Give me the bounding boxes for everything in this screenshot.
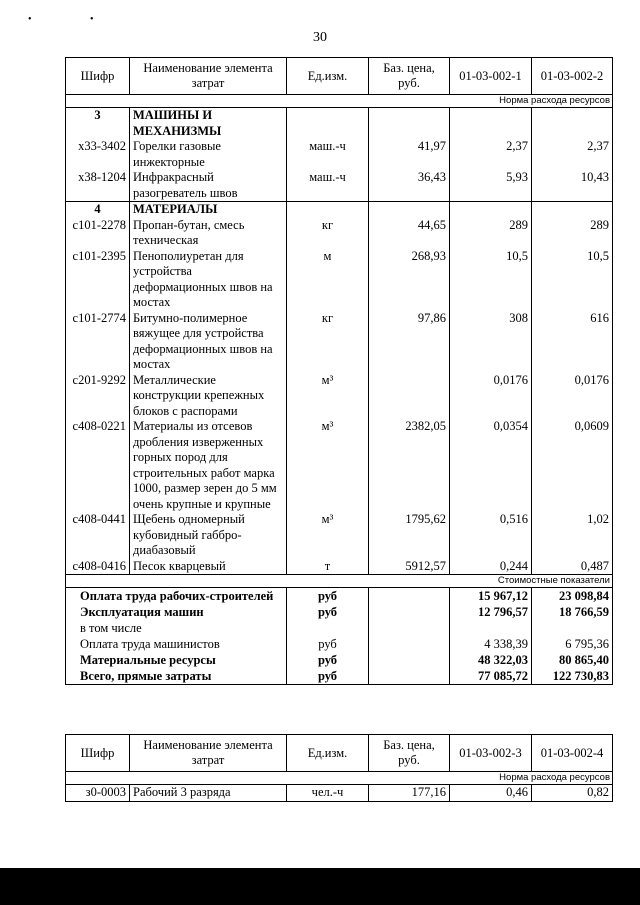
empty-cell (450, 108, 532, 140)
resource-value-a: 0,0354 (450, 419, 532, 512)
header-unit: Ед.изм. (287, 58, 369, 95)
cost-value-a: 12 796,57 (450, 604, 532, 620)
resource-value-b: 1,02 (532, 512, 613, 559)
cost-value-b (532, 620, 613, 636)
empty-cell (287, 108, 369, 140)
resource-code: з0-0003 (66, 785, 130, 802)
norm-label: Норма расхода ресурсов (66, 772, 613, 785)
cost-row (66, 604, 613, 620)
resource-unit: м (287, 249, 369, 311)
resource-name: Песок кварцевый (130, 559, 287, 575)
resource-name: Инфракрасный разогреватель швов (130, 170, 287, 202)
cost-label: Стоимостные показатели (66, 575, 613, 588)
resource-row (66, 419, 613, 512)
header-unit: Ед.изм. (287, 735, 369, 772)
header-col-b: 01-03-002-4 (532, 735, 613, 772)
cost-name: Всего, прямые затраты (66, 668, 287, 685)
section-number: 4 (66, 202, 130, 218)
cost-value-a: 4 338,39 (450, 636, 532, 652)
empty-cell (369, 108, 450, 140)
cost-row (66, 588, 613, 605)
resource-row (66, 311, 613, 373)
cost-value-a: 48 322,03 (450, 652, 532, 668)
resource-price: 1795,62 (369, 512, 450, 559)
resource-price (369, 373, 450, 420)
empty-cell (532, 202, 613, 218)
cost-value-b: 23 098,84 (532, 588, 613, 605)
resource-name: Материалы из отсевов дробления изверженных горных пород для строительных работ марка 1000, размер зерен до 5 мм очень крупные и крупные (130, 419, 287, 512)
cost-name: Оплата труда рабочих-строителей (66, 588, 287, 605)
section-title: МАТЕРИАЛЫ (130, 202, 287, 218)
resource-row (66, 373, 613, 420)
cost-name: Материальные ресурсы (66, 652, 287, 668)
cost-value-b: 122 730,83 (532, 668, 613, 685)
resource-value-b: 2,37 (532, 139, 613, 170)
resource-row (66, 512, 613, 559)
cost-norm-row (66, 575, 613, 588)
empty-cell (369, 202, 450, 218)
resource-table-1 (65, 57, 613, 685)
resource-price: 2382,05 (369, 419, 450, 512)
resource-price: 177,16 (369, 785, 450, 802)
cost-unit (287, 620, 369, 636)
resource-value-a: 289 (450, 218, 532, 249)
resource-value-a: 0,244 (450, 559, 532, 575)
resource-unit: кг (287, 218, 369, 249)
resource-unit: маш.-ч (287, 139, 369, 170)
cost-row (66, 652, 613, 668)
section-row (66, 108, 613, 140)
cost-value-b: 80 865,40 (532, 652, 613, 668)
resource-name: Щебень одномерный кубовидный габбро-диабазовый (130, 512, 287, 559)
empty-cell (369, 620, 450, 636)
resource-value-a: 2,37 (450, 139, 532, 170)
resource-price: 97,86 (369, 311, 450, 373)
table-header (66, 58, 613, 95)
section-row (66, 202, 613, 218)
header-col-b: 01-03-002-2 (532, 58, 613, 95)
resource-value-a: 0,0176 (450, 373, 532, 420)
resource-value-b: 0,487 (532, 559, 613, 575)
resource-unit: м³ (287, 419, 369, 512)
resource-value-a: 10,5 (450, 249, 532, 311)
resource-code: с201-9292 (66, 373, 130, 420)
page-number: 30 (313, 30, 327, 45)
resource-price: 44,65 (369, 218, 450, 249)
header-price: Баз. цена, руб. (369, 58, 450, 95)
resource-value-a: 0,516 (450, 512, 532, 559)
resource-row (66, 218, 613, 249)
resource-name: Пенополиуретан для устройства деформационных швов на мостах (130, 249, 287, 311)
resource-table-2 (65, 734, 613, 802)
resource-row (66, 170, 613, 202)
resource-value-b: 10,5 (532, 249, 613, 311)
resource-unit: т (287, 559, 369, 575)
resource-value-b: 10,43 (532, 170, 613, 202)
header-name: Наименование элемента затрат (130, 58, 287, 95)
header-code: Шифр (66, 735, 130, 772)
resource-price: 36,43 (369, 170, 450, 202)
resource-row (66, 559, 613, 575)
cost-value-b: 6 795,36 (532, 636, 613, 652)
section-number: 3 (66, 108, 130, 140)
resource-value-b: 0,0609 (532, 419, 613, 512)
resource-code: х33-3402 (66, 139, 130, 170)
resource-row (66, 249, 613, 311)
empty-cell (369, 668, 450, 685)
resource-code: с101-2774 (66, 311, 130, 373)
resource-unit: маш.-ч (287, 170, 369, 202)
resource-row (66, 139, 613, 170)
header-col-a: 01-03-002-3 (450, 735, 532, 772)
resource-name: Битумно-полимерное вяжущее для устройства деформационных швов на мостах (130, 311, 287, 373)
cost-unit: руб (287, 668, 369, 685)
resource-value-b: 289 (532, 218, 613, 249)
resource-code: х38-1204 (66, 170, 130, 202)
empty-cell (532, 108, 613, 140)
resource-price: 41,97 (369, 139, 450, 170)
scan-marks: • • (28, 14, 122, 25)
empty-cell (369, 652, 450, 668)
empty-cell (287, 202, 369, 218)
resource-code: с408-0416 (66, 559, 130, 575)
resource-code: с408-0441 (66, 512, 130, 559)
resource-value-b: 0,82 (532, 785, 613, 802)
resource-name: Металлические конструкции крепежных блоков с распорами (130, 373, 287, 420)
resource-row (66, 785, 613, 802)
cost-value-a: 77 085,72 (450, 668, 532, 685)
cost-name: в том числе (66, 620, 287, 636)
table-header (66, 735, 613, 772)
resource-unit: кг (287, 311, 369, 373)
norm-label: Норма расхода ресурсов (66, 95, 613, 108)
resource-price: 5912,57 (369, 559, 450, 575)
resource-name: Рабочий 3 разряда (130, 785, 287, 802)
resource-code: с101-2395 (66, 249, 130, 311)
empty-cell (369, 604, 450, 620)
resource-value-a: 0,46 (450, 785, 532, 802)
cost-value-b: 18 766,59 (532, 604, 613, 620)
empty-cell (450, 202, 532, 218)
cost-name: Оплата труда машинистов (66, 636, 287, 652)
scan-bottom-band (0, 868, 640, 905)
norm-row (66, 95, 613, 108)
cost-unit: руб (287, 636, 369, 652)
cost-name: Эксплуатация машин (66, 604, 287, 620)
cost-unit: руб (287, 588, 369, 605)
resource-code: с101-2278 (66, 218, 130, 249)
cost-row (66, 668, 613, 685)
cost-value-a (450, 620, 532, 636)
cost-row (66, 620, 613, 636)
section-title: МАШИНЫ И МЕХАНИЗМЫ (130, 108, 287, 140)
resource-value-b: 0,0176 (532, 373, 613, 420)
header-price: Баз. цена, руб. (369, 735, 450, 772)
resource-value-a: 308 (450, 311, 532, 373)
header-col-a: 01-03-002-1 (450, 58, 532, 95)
resource-unit: м³ (287, 512, 369, 559)
resource-unit: м³ (287, 373, 369, 420)
resource-name: Пропан-бутан, смесь техническая (130, 218, 287, 249)
cost-unit: руб (287, 652, 369, 668)
cost-row (66, 636, 613, 652)
resource-value-b: 616 (532, 311, 613, 373)
empty-cell (369, 588, 450, 605)
header-name: Наименование элемента затрат (130, 735, 287, 772)
resource-unit: чел.-ч (287, 785, 369, 802)
norm-row (66, 772, 613, 785)
header-code: Шифр (66, 58, 130, 95)
cost-unit: руб (287, 604, 369, 620)
resource-name: Горелки газовые инжекторные (130, 139, 287, 170)
empty-cell (369, 636, 450, 652)
resource-value-a: 5,93 (450, 170, 532, 202)
resource-price: 268,93 (369, 249, 450, 311)
cost-value-a: 15 967,12 (450, 588, 532, 605)
resource-code: с408-0221 (66, 419, 130, 512)
